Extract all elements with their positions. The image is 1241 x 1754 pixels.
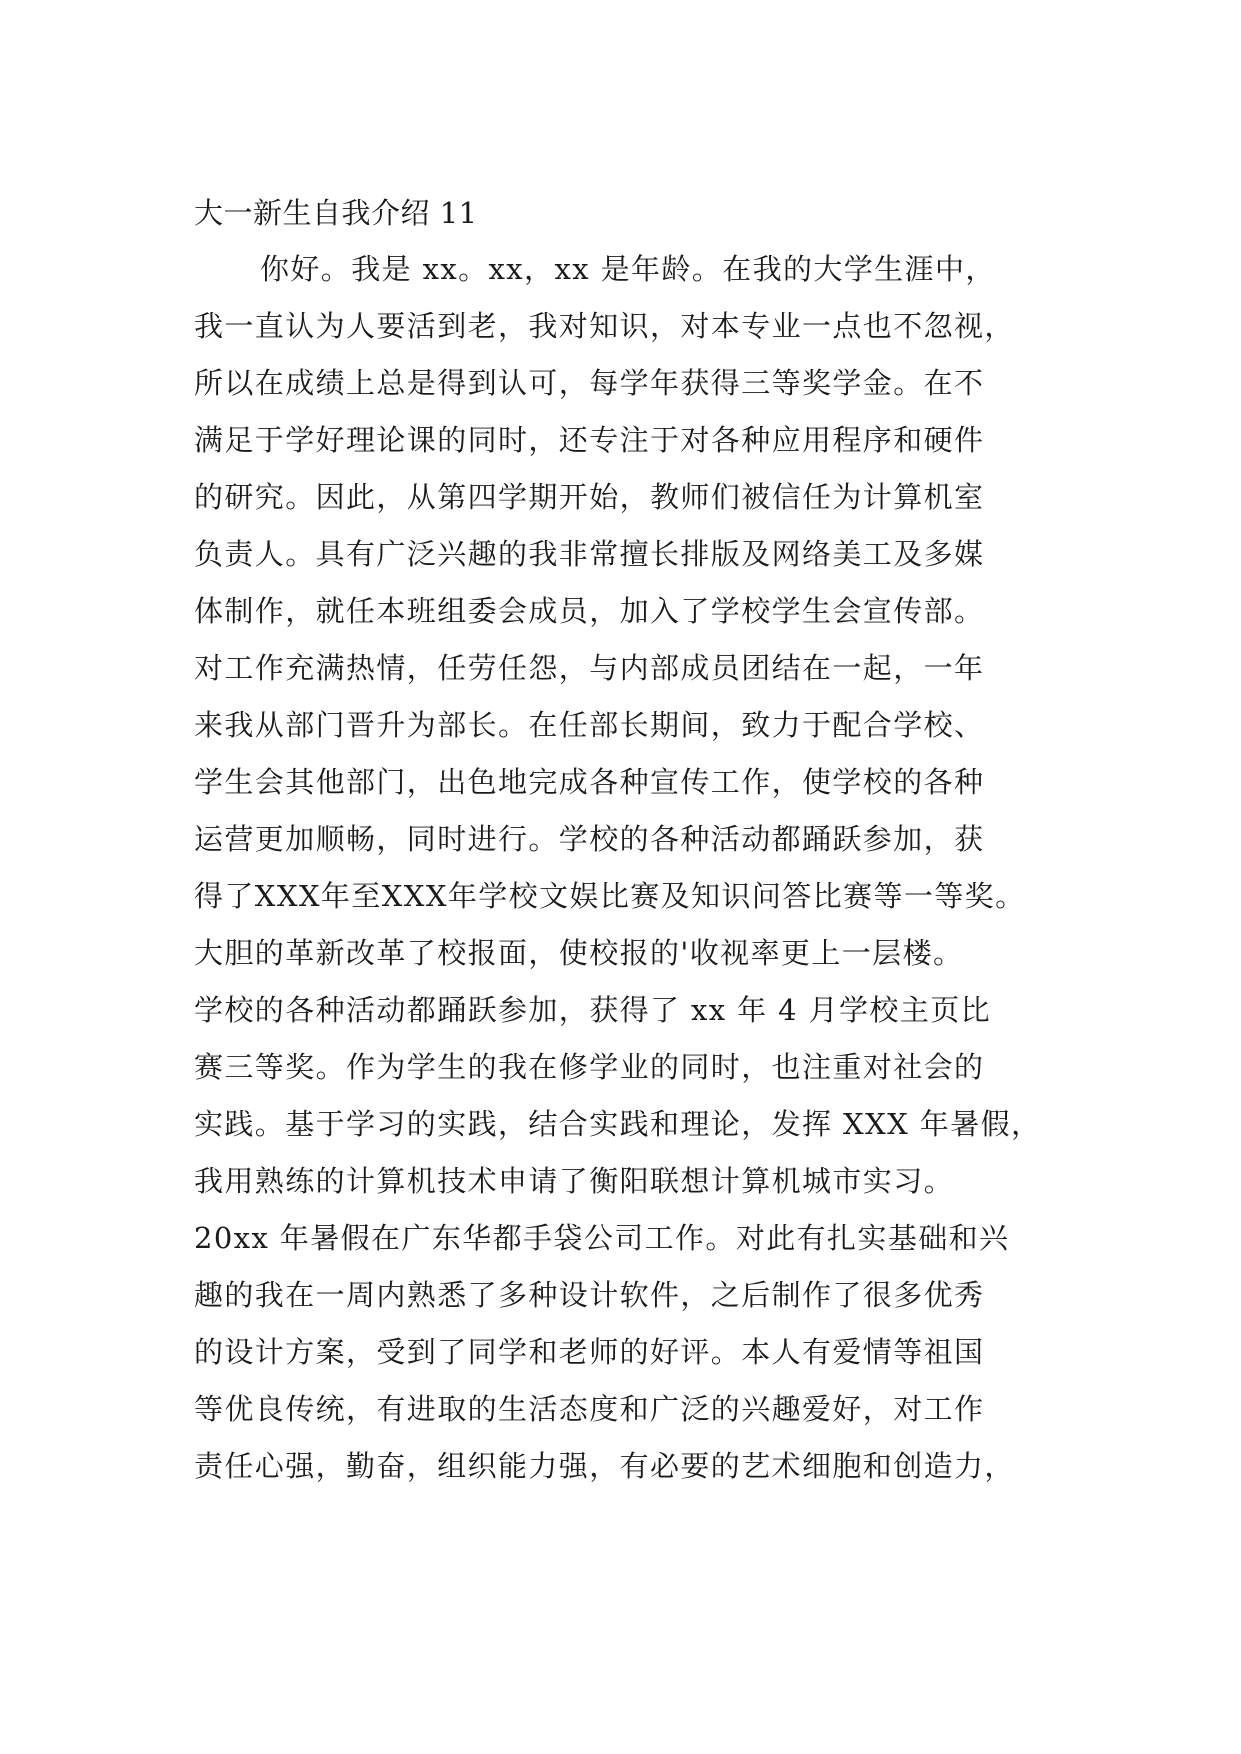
paragraph-line: 运营更加顺畅，同时进行。学校的各种活动都踊跃参加，获 — [194, 822, 985, 856]
document-body — [194, 196, 1074, 1506]
paragraph-line: 大胆的革新改革了校报面，使校报的'收视率更上一层楼。 — [194, 936, 964, 970]
paragraph-line: 的研究。因此，从第四学期开始，教师们被信任为计算机室 — [194, 480, 985, 514]
paragraph-line: 趣的我在一周内熟悉了多种设计软件，之后制作了很多优秀 — [194, 1278, 985, 1312]
paragraph-line: 学校的各种活动都踊跃参加，获得了 xx 年 4 月学校主页比 — [194, 993, 992, 1027]
paragraph-line: 你好。我是 xx。xx，xx 是年龄。在我的大学生涯中， — [260, 252, 996, 286]
paragraph-line: 20xx 年暑假在广东华都手袋公司工作。对此有扎实基础和兴 — [194, 1221, 1010, 1255]
paragraph-line: 所以在成绩上总是得到认可，每学年获得三等奖学金。在不 — [194, 366, 985, 400]
paragraph-line: 体制作，就任本班组委会成员，加入了学校学生会宣传部。 — [194, 594, 985, 628]
paragraph-line: 我一直认为人要活到老，我对知识，对本专业一点也不忽视， — [194, 309, 1015, 343]
document-title: 大一新生自我介绍 11 — [194, 196, 478, 230]
paragraph-line: 满足于学好理论课的同时，还专注于对各种应用程序和硬件 — [194, 423, 985, 457]
paragraph-line: 的设计方案，受到了同学和老师的好评。本人有爱情等祖国 — [194, 1335, 985, 1369]
paragraph-line: 赛三等奖。作为学生的我在修学业的同时，也注重对社会的 — [194, 1050, 985, 1084]
paragraph-line: 我用熟练的计算机技术申请了衡阳联想计算机城市实习。 — [194, 1164, 955, 1198]
paragraph-line: 负责人。具有广泛兴趣的我非常擅长排版及网络美工及多媒 — [194, 537, 985, 571]
paragraph-line: 责任心强，勤奋，组织能力强，有必要的艺术细胞和创造力， — [194, 1449, 1015, 1483]
paragraph-line: 学生会其他部门，出色地完成各种宣传工作，使学校的各种 — [194, 765, 985, 799]
paragraph-line: 来我从部门晋升为部长。在任部长期间，致力于配合学校、 — [194, 708, 985, 742]
paragraph-line: 等优良传统，有进取的生活态度和广泛的兴趣爱好，对工作 — [194, 1392, 985, 1426]
paragraph-line: 实践。基于学习的实践，结合实践和理论，发挥 XXX 年暑假， — [194, 1107, 1042, 1141]
paragraph — [194, 252, 1074, 1483]
paragraph-line: 得了XXX年至XXX年学校文娱比赛及知识问答比赛等一等奖。 — [194, 879, 1026, 913]
paragraph-line: 对工作充满热情，任劳任怨，与内部成员团结在一起，一年 — [194, 651, 985, 685]
